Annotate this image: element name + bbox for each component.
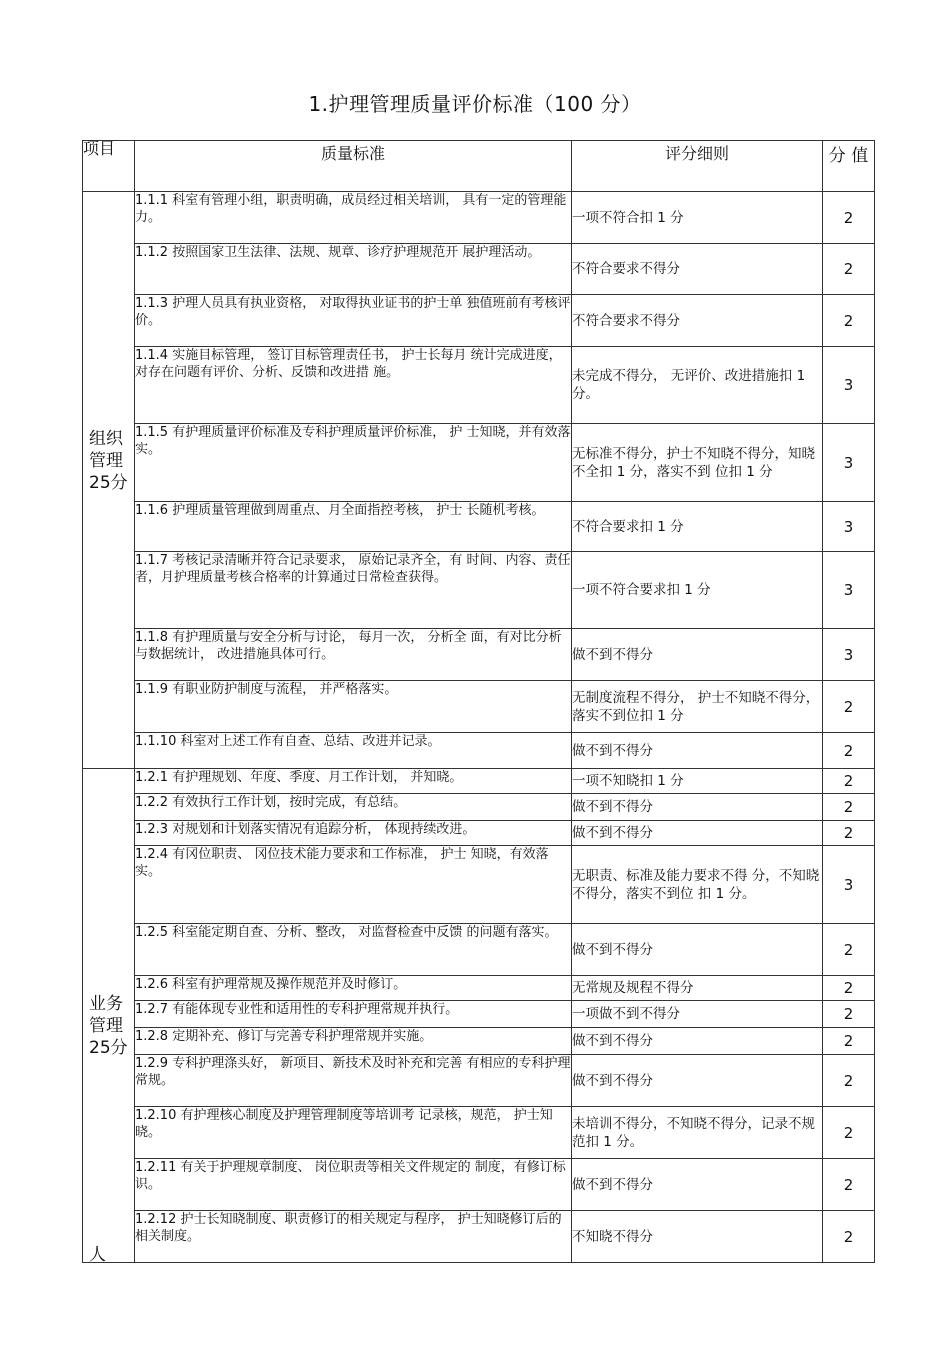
quality-standard-cell: 1.2.12 护士长知晓制度、职责修订的相关规定与程序， 护士知晓修订后的相关制度。 bbox=[135, 1211, 572, 1263]
table-row bbox=[83, 347, 875, 424]
scoring-rule-cell: 一项做不到不得分 bbox=[572, 1001, 823, 1028]
scoring-rule-cell: 做不到不得分 bbox=[572, 821, 823, 846]
score-cell: 3 bbox=[823, 347, 875, 424]
table-row bbox=[83, 1028, 875, 1055]
table-row bbox=[83, 295, 875, 347]
scoring-rule-cell: 不符合要求不得分 bbox=[572, 244, 823, 295]
scoring-rule-cell: 不知晓不得分 bbox=[572, 1211, 823, 1263]
quality-standard-cell: 1.2.1 有护理规划、年度、季度、月工作计划， 并知晓。 bbox=[135, 769, 572, 794]
score-cell: 2 bbox=[823, 924, 875, 976]
score-cell: 3 bbox=[823, 424, 875, 502]
quality-standard-cell: 1.2.3 对规划和计划落实情况有追踪分析， 体现持续改进。 bbox=[135, 821, 572, 846]
score-cell: 2 bbox=[823, 295, 875, 347]
table-row bbox=[83, 1211, 875, 1263]
scoring-rule-cell: 未完成不得分， 无评价、改进措施扣 1 分。 bbox=[572, 347, 823, 424]
table-row bbox=[83, 629, 875, 681]
header-rules: 评分细则 bbox=[572, 141, 823, 192]
table-row bbox=[83, 502, 875, 552]
scoring-rule-cell: 做不到不得分 bbox=[572, 794, 823, 821]
quality-standard-cell: 1.1.3 护理人员具有执业资格， 对取得执业证书的护士单 独值班前有考核评价。 bbox=[135, 295, 572, 347]
scoring-rule-cell: 不符合要求扣 1 分 bbox=[572, 502, 823, 552]
quality-standard-cell: 1.2.7 有能体现专业性和适用性的专科护理常规并执行。 bbox=[135, 1001, 572, 1028]
score-cell: 2 bbox=[823, 769, 875, 794]
table-row bbox=[83, 244, 875, 295]
scoring-rule-cell: 无常规及规程不得分 bbox=[572, 976, 823, 1001]
scoring-rule-cell: 做不到不得分 bbox=[572, 629, 823, 681]
scoring-rule-cell: 不符合要求不得分 bbox=[572, 295, 823, 347]
score-cell: 2 bbox=[823, 1159, 875, 1211]
table-row bbox=[83, 976, 875, 1001]
score-cell: 2 bbox=[823, 1107, 875, 1159]
quality-standard-cell: 1.2.10 有护理核心制度及护理管理制度等培训考 记录核，规范， 护士知晓。 bbox=[135, 1107, 572, 1159]
category-label: 业务管理25分 bbox=[89, 994, 128, 1058]
score-cell: 2 bbox=[823, 244, 875, 295]
header-item: 项目 bbox=[83, 141, 135, 192]
table-row bbox=[83, 821, 875, 846]
table-row bbox=[83, 1159, 875, 1211]
scoring-rule-cell: 无职责、标准及能力要求不得 分，不知晓不得分，落实不到位 扣 1 分。 bbox=[572, 846, 823, 924]
score-cell: 3 bbox=[823, 846, 875, 924]
table-row bbox=[83, 681, 875, 733]
quality-standard-cell: 1.1.10 科室对上述工作有自查、总结、改进并记录。 bbox=[135, 733, 572, 769]
score-cell: 2 bbox=[823, 821, 875, 846]
header-standard: 质量标准 bbox=[135, 141, 572, 192]
category-tail: 人 bbox=[89, 1245, 106, 1265]
table-row bbox=[83, 794, 875, 821]
score-cell: 2 bbox=[823, 1001, 875, 1028]
table-row bbox=[83, 192, 875, 244]
table-row bbox=[83, 552, 875, 629]
score-cell: 2 bbox=[823, 733, 875, 769]
table-row bbox=[83, 424, 875, 502]
score-cell: 2 bbox=[823, 1028, 875, 1055]
category-cell bbox=[83, 192, 135, 769]
table-row bbox=[83, 1001, 875, 1028]
category-cell bbox=[83, 769, 135, 1263]
page-title: 1.护理管理质量评价标准（100 分） bbox=[308, 92, 642, 116]
quality-standard-cell: 1.2.4 有冈位职责、 冈位技术能力要求和工作标准， 护士 知晓，有效落实。 bbox=[135, 846, 572, 924]
quality-standard-cell: 1.1.8 有护理质量与安全分析与讨论， 每月一次， 分析全 面，有对比分析与数据统计， 改进措施具体可行。 bbox=[135, 629, 572, 681]
score-cell: 3 bbox=[823, 629, 875, 681]
quality-standard-cell: 1.2.6 科室有护理常规及操作规范并及时修订。 bbox=[135, 976, 572, 1001]
score-cell: 2 bbox=[823, 1055, 875, 1107]
score-cell: 2 bbox=[823, 192, 875, 244]
category-label: 组织管理25分 bbox=[89, 429, 128, 493]
table-row bbox=[83, 1055, 875, 1107]
quality-standard-cell: 1.1.2 按照国家卫生法律、法规、规章、诊疗护理规范开 展护理活动。 bbox=[135, 244, 572, 295]
score-cell: 2 bbox=[823, 976, 875, 1001]
quality-standard-cell: 1.1.5 有护理质量评价标准及专科护理质量评价标准， 护 士知晓，并有效落实。 bbox=[135, 424, 572, 502]
quality-standard-cell: 1.1.1 科室有管理小组，职责明确，成员经过相关培训， 具有一定的管理能力。 bbox=[135, 192, 572, 244]
quality-standard-cell: 1.1.6 护理质量管理做到周重点、月全面指控考核， 护士 长随机考核。 bbox=[135, 502, 572, 552]
scoring-rule-cell: 无制度流程不得分， 护士不知晓不得分，落实不到位扣 1 分 bbox=[572, 681, 823, 733]
score-cell: 3 bbox=[823, 552, 875, 629]
scoring-rule-cell: 做不到不得分 bbox=[572, 733, 823, 769]
score-cell: 2 bbox=[823, 1211, 875, 1263]
score-cell: 3 bbox=[823, 502, 875, 552]
scoring-rule-cell: 一项不符合要求扣 1 分 bbox=[572, 552, 823, 629]
header-score: 分 值 bbox=[823, 141, 875, 192]
table-row bbox=[83, 1107, 875, 1159]
quality-standard-cell: 1.2.5 科室能定期自查、分析、整改， 对监督检查中反馈 的问题有落实。 bbox=[135, 924, 572, 976]
header-row bbox=[83, 141, 875, 192]
scoring-rule-cell: 做不到不得分 bbox=[572, 1055, 823, 1107]
quality-standard-cell: 1.2.2 有效执行工作计划，按时完成，有总结。 bbox=[135, 794, 572, 821]
quality-standard-cell: 1.1.4 实施目标管理， 签订目标管理责任书， 护士长每月 统计完成进度， 对存在问题有评价、分析、反馈和改进措 施。 bbox=[135, 347, 572, 424]
table-row bbox=[83, 924, 875, 976]
table-row bbox=[83, 769, 875, 794]
scoring-rule-cell: 未培训不得分，不知晓不得分，记录不规范扣 1 分。 bbox=[572, 1107, 823, 1159]
table-row bbox=[83, 846, 875, 924]
scoring-rule-cell: 做不到不得分 bbox=[572, 1028, 823, 1055]
table-row bbox=[83, 733, 875, 769]
scoring-rule-cell: 做不到不得分 bbox=[572, 924, 823, 976]
score-cell: 2 bbox=[823, 681, 875, 733]
evaluation-table bbox=[82, 140, 875, 1263]
quality-standard-cell: 1.2.9 专科护理涤头好， 新项目、新技术及时补充和完善 有相应的专科护理常规。 bbox=[135, 1055, 572, 1107]
scoring-rule-cell: 一项不符合扣 1 分 bbox=[572, 192, 823, 244]
scoring-rule-cell: 做不到不得分 bbox=[572, 1159, 823, 1211]
quality-standard-cell: 1.2.11 有关于护理规章制度、 岗位职责等相关文件规定的 制度，有修订标识。 bbox=[135, 1159, 572, 1211]
quality-standard-cell: 1.1.7 考核记录清晰并符合记录要求， 原始记录齐全，有 时间、内容、责任者，月护理质量考核合格率的计算通过日常检查获得。 bbox=[135, 552, 572, 629]
quality-standard-cell: 1.1.9 有职业防护制度与流程， 并严格落实。 bbox=[135, 681, 572, 733]
quality-standard-cell: 1.2.8 定期补充、修订与完善专科护理常规并实施。 bbox=[135, 1028, 572, 1055]
score-cell: 2 bbox=[823, 794, 875, 821]
scoring-rule-cell: 无标准不得分，护士不知晓不得分，知晓不全扣 1 分，落实不到 位扣 1 分 bbox=[572, 424, 823, 502]
scoring-rule-cell: 一项不知晓扣 1 分 bbox=[572, 769, 823, 794]
